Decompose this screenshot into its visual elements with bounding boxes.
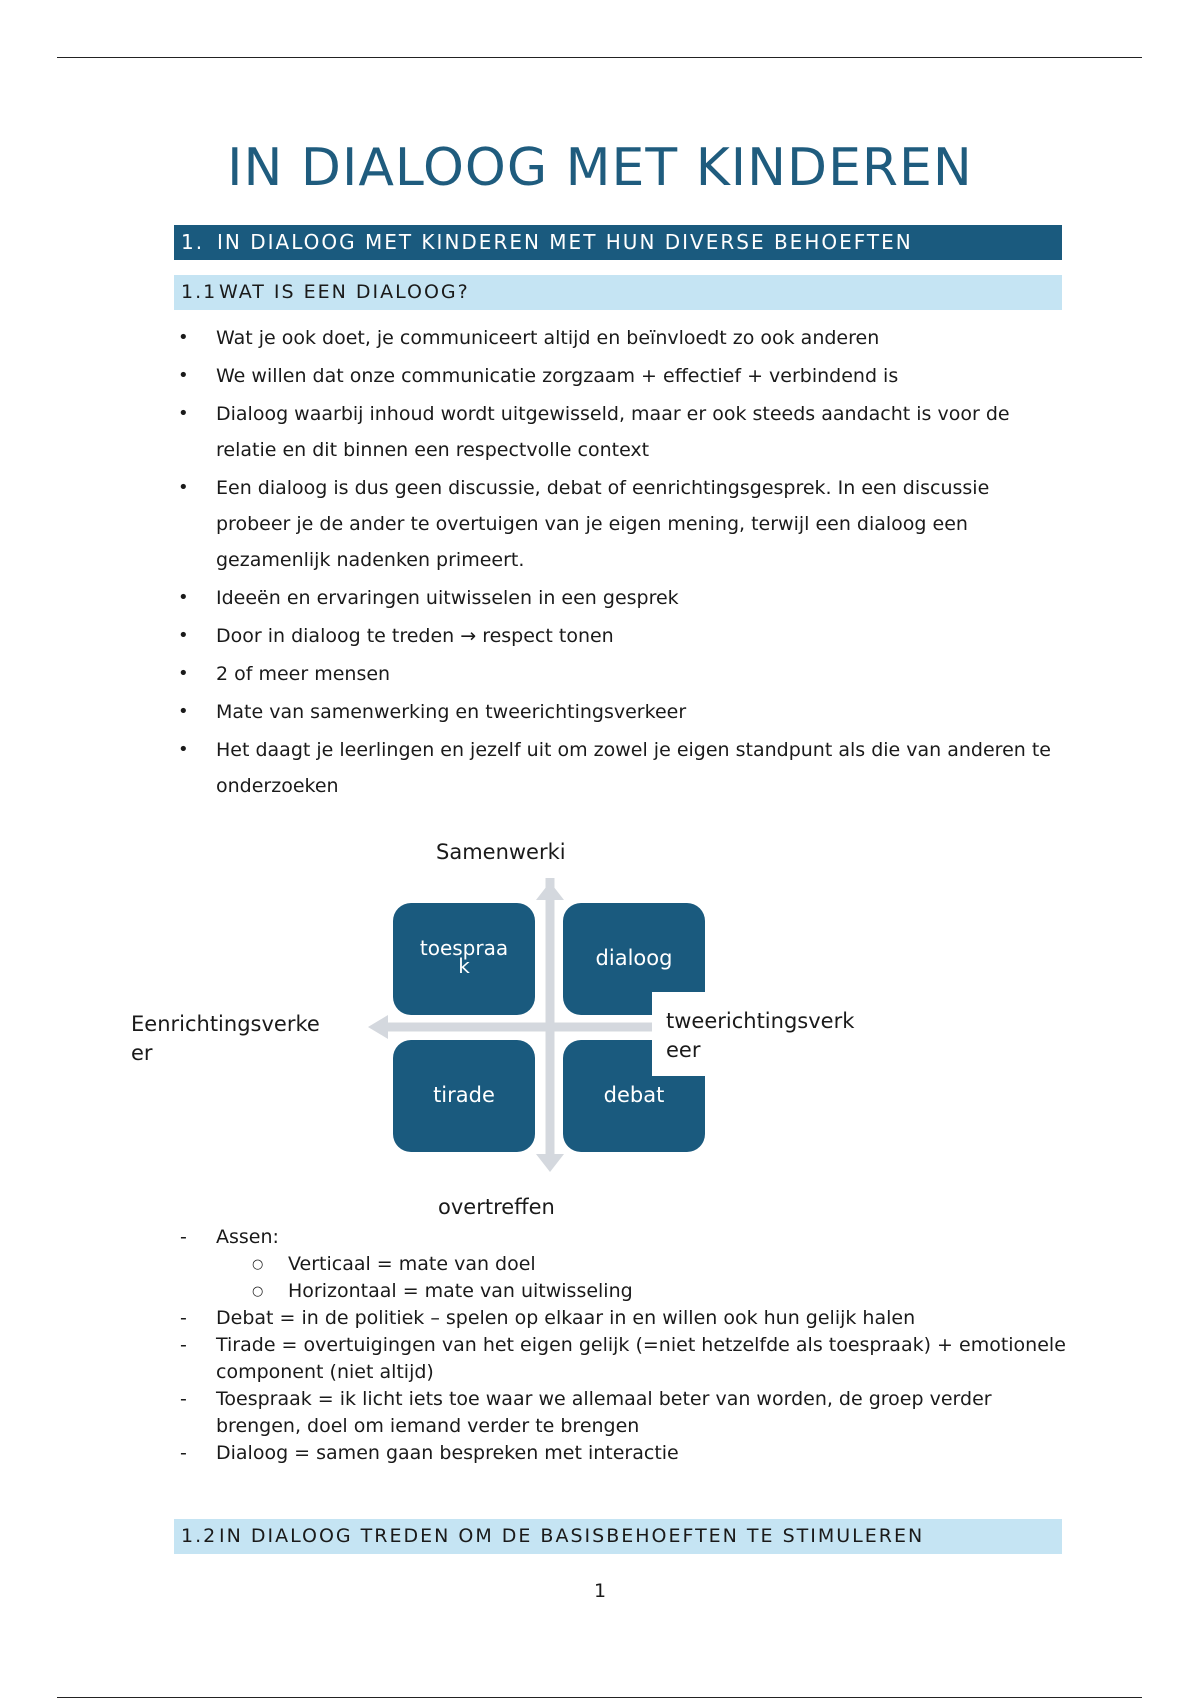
section-1-number: 1. — [181, 230, 205, 254]
axis-right-label-line-1: tweerichtingsverk — [666, 1009, 855, 1033]
communication-quadrant-diagram — [0, 830, 1200, 1219]
axis-bottom-label: overtreffen — [438, 1195, 555, 1219]
section-1-1-number: 1.1 — [181, 281, 218, 303]
note-assen: - Assen: — [174, 1224, 1074, 1251]
dialogue-bullet-list — [174, 320, 1054, 806]
bullet-item: • Wat je ook doet, je communiceert altijd en beïnvloedt zo ook anderen — [174, 320, 1054, 356]
bullet-item: • Mate van samenwerking en tweerichtingsverkeer — [174, 694, 1054, 730]
down-arrow-icon — [536, 1154, 564, 1172]
note-horizontaal: ○ Horizontaal = mate van uitwisseling — [174, 1278, 1074, 1305]
box-debat-label: debat — [603, 1083, 665, 1107]
footer-rule — [57, 1697, 1142, 1698]
axis-top-label: Samenwerki — [436, 840, 566, 864]
diagram-notes-list — [174, 1224, 1074, 1467]
page-number: 1 — [593, 1580, 607, 1602]
section-1-title: IN DIALOOG MET KINDEREN MET HUN DIVERSE BEHOEFTEN — [217, 230, 913, 254]
section-1-1-title: WAT IS EEN DIALOOG? — [219, 281, 470, 303]
bullet-item: • We willen dat onze communicatie zorgzaam + effectief + verbindend is — [174, 358, 1054, 394]
box-toespraak-label-1: toespraa — [419, 936, 509, 960]
left-arrow-icon — [368, 1015, 388, 1039]
axis-right-label-line-2: eer — [666, 1038, 701, 1062]
bullet-item: • Ideeën en ervaringen uitwisselen in een gesprek — [174, 580, 1054, 616]
axis-left-label-line-2: er — [131, 1041, 153, 1065]
document-title: IN DIALOOG MET KINDEREN — [227, 138, 973, 198]
bullet-item: • Door in dialoog te treden → respect tonen — [174, 618, 1054, 654]
box-dialoog-label: dialoog — [595, 946, 673, 970]
header-rule — [57, 57, 1142, 58]
note-tirade: - Tirade = overtuigingen van het eigen gelijk (=niet hetzelfde als toespraak) + emotionele component (niet altijd) — [174, 1332, 1074, 1386]
axis-left-label — [131, 1010, 320, 1065]
bullet-item: • Het daagt je leerlingen en jezelf uit om zowel je eigen standpunt als die van anderen te onderzoeken — [174, 732, 1054, 804]
axis-right-label — [666, 1007, 854, 1065]
section-1-1-heading — [174, 275, 1062, 310]
note-dialoog: - Dialoog = samen gaan bespreken met interactie — [174, 1440, 1074, 1467]
note-toespraak: - Toespraak = ik licht iets toe waar we allemaal beter van worden, de groep verder brengen, doel om iemand verder te brengen — [174, 1386, 1074, 1440]
section-1-2-heading — [174, 1519, 1062, 1554]
axis-left-label-line-1: Eenrichtingsverke — [131, 1012, 320, 1036]
bullet-item: • Een dialoog is dus geen discussie, debat of eenrichtingsgesprek. In een discussie probeer je de ander te overtuigen van je eigen mening, terwijl een dialoog een gezamenlijk nadenken primeert. — [174, 470, 1054, 578]
section-1-heading — [174, 225, 1062, 260]
note-verticaal: ○ Verticaal = mate van doel — [174, 1251, 1074, 1278]
box-toespraak-label-2: k — [458, 954, 470, 978]
up-arrow-icon — [536, 882, 564, 900]
section-1-2-number: 1.2 — [181, 1525, 218, 1547]
section-1-2-title: IN DIALOOG TREDEN OM DE BASISBEHOEFTEN TE STIMULEREN — [219, 1525, 925, 1547]
note-debat: - Debat = in de politiek – spelen op elkaar in en willen ook hun gelijk halen — [174, 1305, 1074, 1332]
bullet-item: • 2 of meer mensen — [174, 656, 1054, 692]
box-tirade-label: tirade — [433, 1083, 495, 1107]
bullet-item: • Dialoog waarbij inhoud wordt uitgewisseld, maar er ook steeds aandacht is voor de relatie en dit binnen een respectvolle context — [174, 396, 1054, 468]
